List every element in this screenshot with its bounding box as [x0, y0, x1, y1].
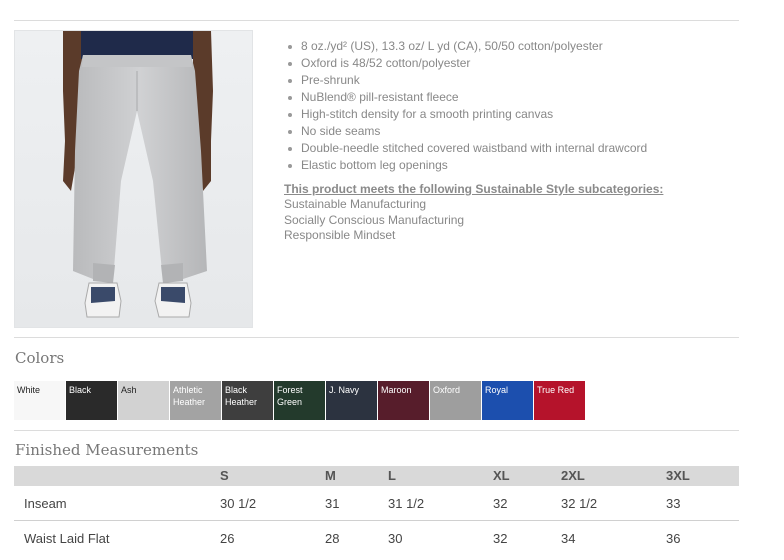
table-row	[14, 521, 739, 556]
feature-item: Oxford is 48/52 cotton/polyester	[284, 55, 734, 72]
size-header: 2XL	[561, 468, 585, 483]
swatch-forest-green[interactable]	[274, 381, 325, 420]
swatch-black-heather[interactable]	[222, 381, 273, 420]
color-swatches	[14, 381, 586, 420]
swatch-label: Maroon	[381, 385, 412, 395]
swatch-true-red[interactable]	[534, 381, 585, 420]
table-cell: 31	[325, 496, 340, 511]
sustainable-subcategories	[284, 197, 734, 244]
swatch-oxford[interactable]	[430, 381, 481, 420]
table-cell: 32	[493, 496, 508, 511]
table-cell: 26	[220, 531, 235, 546]
sweatpants-photo	[15, 31, 253, 328]
table-cell: 31 1/2	[388, 496, 425, 511]
feature-item: 8 oz./yd² (US), 13.3 oz/ L yd (CA), 50/50 cotton/polyester	[284, 38, 734, 55]
table-cell: 32	[493, 531, 508, 546]
swatch-label: Forest Green	[277, 385, 303, 407]
sustainable-item: Responsible Mindset	[284, 228, 396, 242]
swatch-ash[interactable]	[118, 381, 169, 420]
swatch-white[interactable]	[14, 381, 65, 420]
swatch-athletic-heather[interactable]	[170, 381, 221, 420]
top-divider	[14, 20, 739, 21]
swatch-j-navy[interactable]	[326, 381, 377, 420]
table-cell: 30	[388, 531, 403, 546]
sustainable-item: Socially Conscious Manufacturing	[284, 212, 465, 227]
size-header: XL	[493, 468, 510, 483]
feature-item: Pre-shrunk	[284, 72, 734, 89]
row-label: Waist Laid Flat	[24, 531, 110, 546]
size-header: S	[220, 468, 229, 483]
feature-item: Double-needle stitched covered waistband with internal drawcord	[284, 140, 734, 157]
feature-item: NuBlend® pill-resistant fleece	[284, 89, 734, 106]
table-header	[14, 466, 739, 486]
swatch-label: J. Navy	[329, 385, 360, 395]
swatch-maroon[interactable]	[378, 381, 429, 420]
swatch-label: True Red	[537, 385, 575, 395]
table-cell: 33	[666, 496, 681, 511]
image-divider	[14, 337, 739, 338]
feature-item: High-stitch density for a smooth printing canvas	[284, 106, 734, 123]
product-image[interactable]	[14, 30, 253, 328]
swatch-label: Black	[69, 385, 92, 395]
swatch-label: White	[17, 385, 41, 395]
size-header: M	[325, 468, 336, 483]
measurements-heading: Finished Measurements	[15, 441, 199, 459]
table-cell: 34	[561, 531, 576, 546]
size-header: L	[388, 468, 396, 483]
product-features	[284, 38, 734, 244]
table-cell: 36	[666, 531, 681, 546]
table-cell: 28	[325, 531, 340, 546]
swatch-black[interactable]	[66, 381, 117, 420]
feature-item: Elastic bottom leg openings	[284, 157, 734, 174]
swatch-label: Oxford	[433, 385, 461, 395]
colors-heading: Colors	[15, 349, 65, 367]
swatch-label: Royal	[485, 385, 509, 395]
table-cell: 30 1/2	[220, 496, 257, 511]
table-row	[14, 486, 739, 521]
feature-list	[284, 38, 734, 174]
measurements-table	[14, 466, 739, 556]
swatch-royal[interactable]	[482, 381, 533, 420]
swatch-label: Black Heather	[225, 385, 258, 407]
size-header: 3XL	[666, 468, 690, 483]
colors-divider	[14, 430, 739, 431]
row-label: Inseam	[24, 496, 67, 511]
feature-item: No side seams	[284, 123, 734, 140]
swatch-label: Ash	[121, 385, 137, 395]
table-cell: 32 1/2	[561, 496, 598, 511]
sustainable-item: Sustainable Manufacturing	[284, 197, 427, 211]
sustainable-style-link[interactable]: This product meets the following Sustainable Style subcategories:	[284, 182, 664, 196]
swatch-label: Athletic Heather	[173, 385, 206, 407]
